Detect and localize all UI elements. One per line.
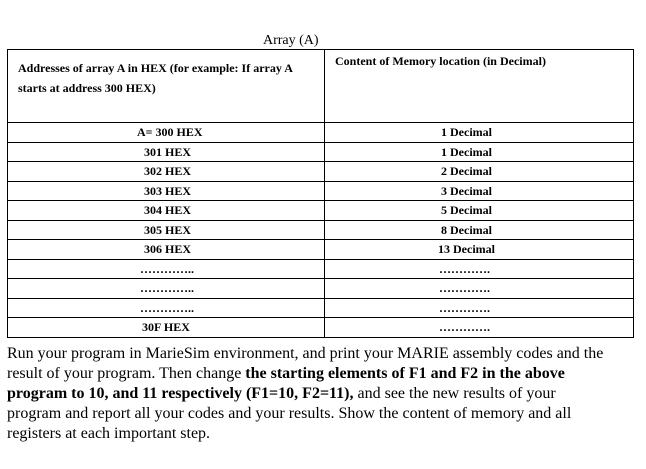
address-cell: ………….. (8, 279, 325, 299)
address-cell: 301 HEX (8, 142, 325, 162)
value-cell: 3 Decimal (325, 181, 634, 201)
table-header-row (8, 50, 634, 123)
table-row (8, 201, 634, 221)
table-row (8, 220, 634, 240)
header-content: Content of Memory location (in Decimal) (325, 50, 634, 123)
header-addresses: Addresses of array A in HEX (for example: If array A starts at address 300 HEX) (8, 50, 325, 123)
value-cell: …………. (325, 279, 634, 299)
value-cell: 1 Decimal (325, 123, 634, 143)
value-cell: …………. (325, 318, 634, 338)
table-row (8, 298, 634, 318)
table-row (8, 181, 634, 201)
address-cell: 306 HEX (8, 240, 325, 260)
value-cell: …………. (325, 298, 634, 318)
table-row (8, 162, 634, 182)
table-row (8, 279, 634, 299)
table-caption: Array (A) (263, 33, 319, 48)
address-cell: A= 300 HEX (8, 123, 325, 143)
address-cell: 30F HEX (8, 318, 325, 338)
value-cell: 8 Decimal (325, 220, 634, 240)
instructions-bold-text: the starting elements of F1 and F2 in the above program to 10, and 11 respectively (F1=10, F2=11), (7, 365, 565, 402)
table-row (8, 318, 634, 338)
address-cell: 302 HEX (8, 162, 325, 182)
instructions-text-1: Run your program in MarieSim environment, and print your MARIE assembly codes and the result of your program. Then change (7, 345, 604, 382)
table-row (8, 240, 634, 260)
address-cell: ………….. (8, 259, 325, 279)
table-row (8, 142, 634, 162)
instructions-paragraph (7, 344, 607, 444)
value-cell: 2 Decimal (325, 162, 634, 182)
table-row (8, 123, 634, 143)
address-cell: ………….. (8, 298, 325, 318)
table-row (8, 259, 634, 279)
value-cell: …………. (325, 259, 634, 279)
address-cell: 304 HEX (8, 201, 325, 221)
value-cell: 5 Decimal (325, 201, 634, 221)
instructions-text-2: and see the new results of your program and report all your codes and your results. Show the content of memory and all registers at each important step. (7, 385, 572, 442)
address-cell: 303 HEX (8, 181, 325, 201)
value-cell: 13 Decimal (325, 240, 634, 260)
array-table (7, 49, 634, 338)
value-cell: 1 Decimal (325, 142, 634, 162)
address-cell: 305 HEX (8, 220, 325, 240)
